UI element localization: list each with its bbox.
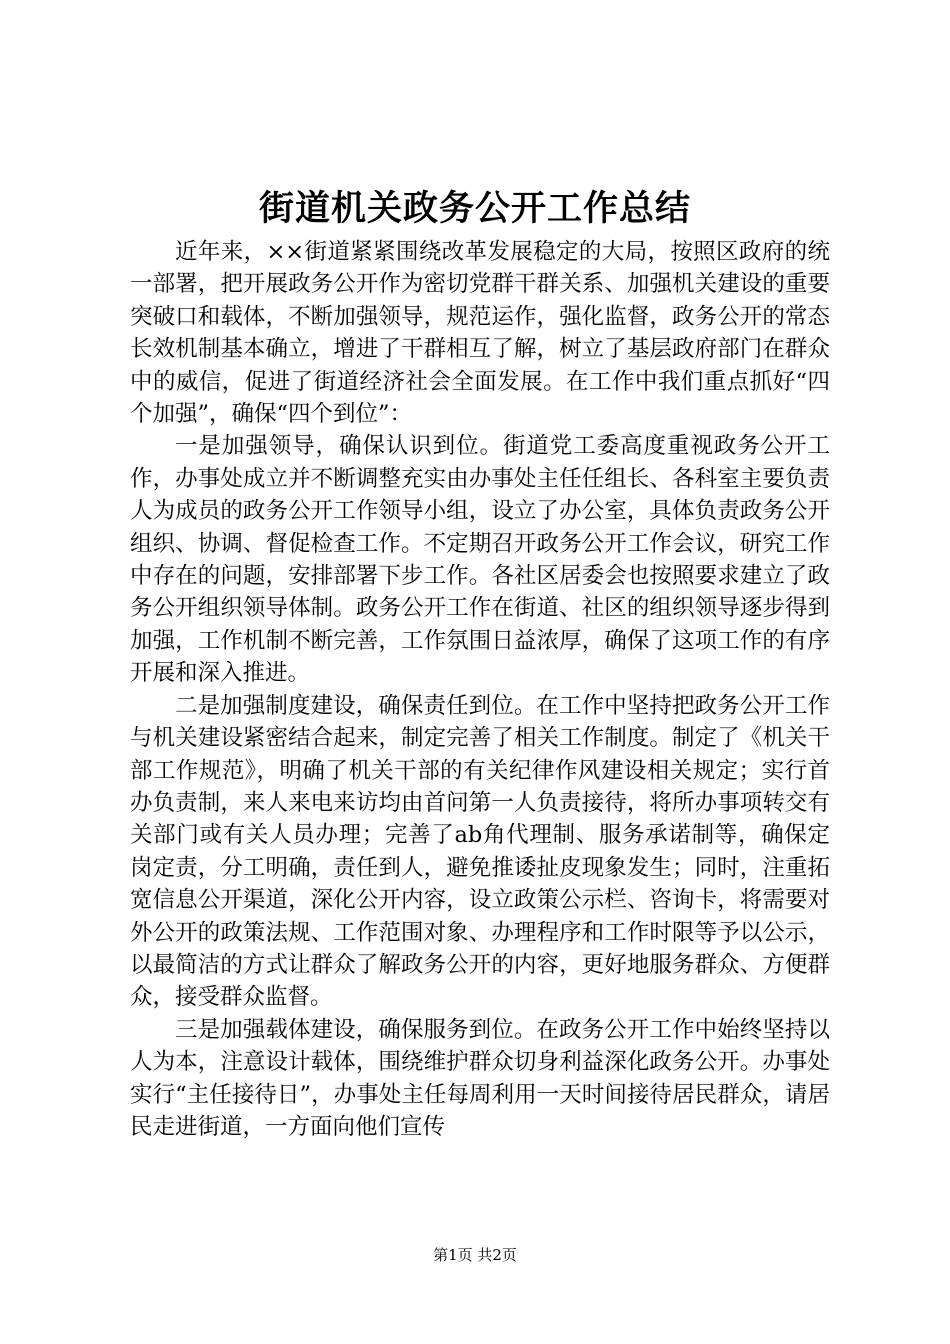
paragraph-intro: 近年来，××街道紧紧围绕改革发展稳定的大局，按照区政府的统一部署，把开展政务公开作为密切党群干群关系、加强机关建设的重要突破口和载体，不断加强领导，规范运作，强化监督，政务公开的常态长效机制基本确立，增进了干群相互了解，树立了基层政府部门在群众中的威信，促进了街道经济社会全面发展。在工作中我们重点抓好“四个加强”，确保“四个到位”：: [130, 239, 830, 428]
document-title: 街道机关政务公开工作总结: [258, 189, 691, 229]
paragraph-leadership: 一是加强领导，确保认识到位。街道党工委高度重视政务公开工作，办事处成立并不断调整充实由办事处主任任组长、各科室主要负责人为成员的政务公开工作领导小组，设立了办公室，具体负责政务公开组织、协调、督促检查工作。不定期召开政务公开工作会议，研究工作中存在的问题，安排部署下步工作。各社区居委会也按照要求建立了政务公开组织领导体制。政务公开工作在街道、社区的组织领导逐步得到加强，工作机制不断完善，工作氛围日益浓厚，确保了这项工作的有序开展和深入推进。: [130, 433, 830, 687]
page-footer: [0, 1245, 950, 1265]
paragraph-institution: 二是加强制度建设，确保责任到位。在工作中坚持把政务公开工作与机关建设紧密结合起来，制定完善了相关工作制度。制定了《机关干部工作规范》，明确了机关干部的有关纪律作风建设相关规定；实行首办负责制，来人来电来访均由首问第一人负责接待，将所办事项转交有关部门或有关人员办理；完善了ab角代理制、服务承诺制等，确保定岗定责，分工明确，责任到人，避免推诿扯皮现象发生；同时，注重拓宽信息公开渠道，深化公开内容，设立政策公示栏、咨询卡，将需要对外公开的政策法规、工作范围对象、办理程序和工作时限等予以公示，以最简洁的方式让群众了解政务公开的内容，更好地服务群众、方便群众，接受群众监督。: [130, 692, 830, 1011]
page-number: 第1页: [433, 1246, 473, 1264]
page-total: 共2页: [477, 1246, 517, 1264]
document-body: [130, 236, 830, 1143]
paragraph-carrier: 三是加强载体建设，确保服务到位。在政务公开工作中始终坚持以人为本，注意设计载体，围绕维护群众切身利益深化政务公开。办事处实行“主任接待日”，办事处主任每周利用一天时间接待居民群众，请居民走进街道，一方面向他们宣传: [130, 1016, 830, 1140]
